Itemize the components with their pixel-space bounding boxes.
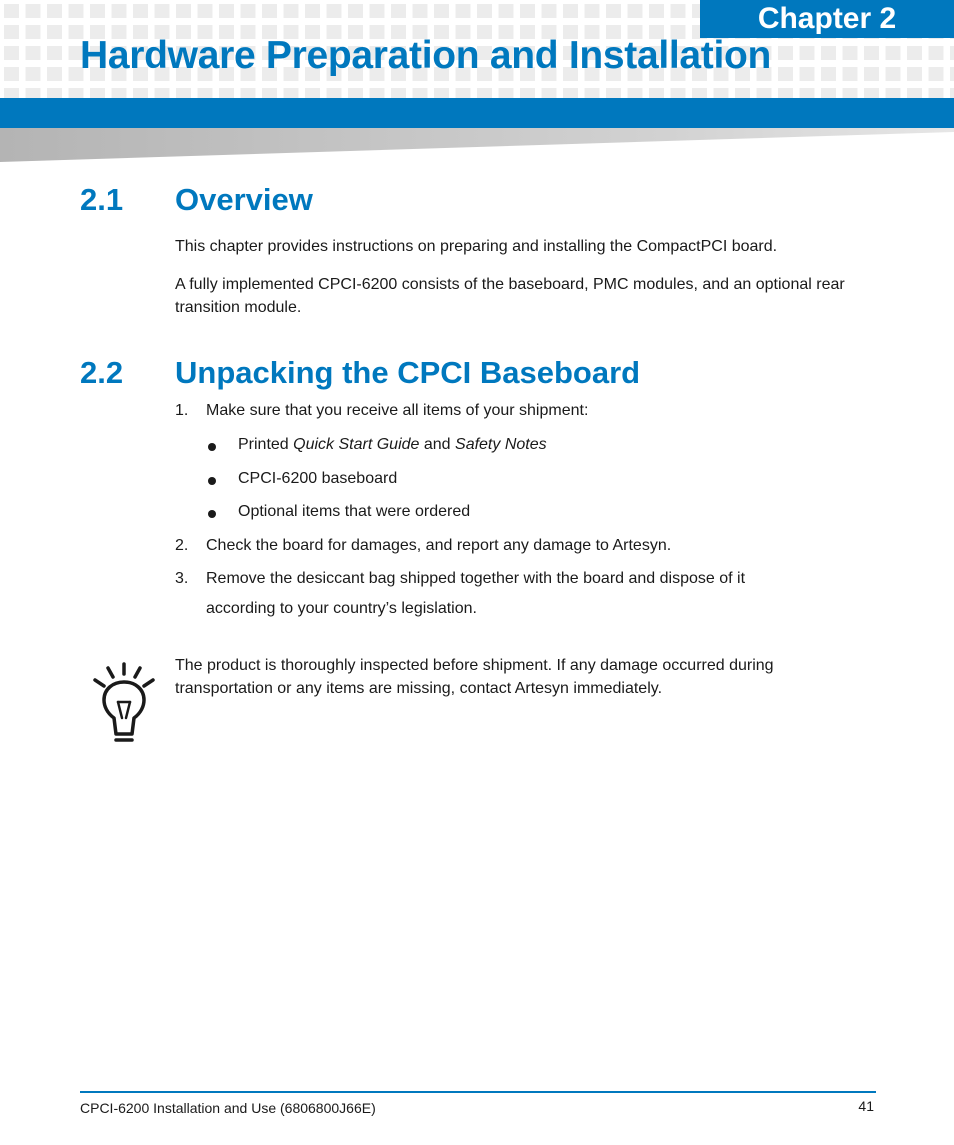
chapter-label: Chapter 2 <box>700 0 954 38</box>
header-blue-band <box>0 98 954 128</box>
section-title-overview: Overview <box>175 182 313 217</box>
bullet-dot-icon <box>208 510 216 518</box>
overview-paragraph-2: A fully implemented CPCI-6200 consists of the baseboard, PMC modules, and an optional rear transition module. <box>175 276 845 316</box>
bullet-item-baseboard: CPCI-6200 baseboard <box>238 470 398 487</box>
step-text: Make sure that you receive all items of your shipment: <box>206 402 589 419</box>
step-text: Remove the desiccant bag shipped together with the board and dispose of it according to your country’s legislation. <box>206 570 746 617</box>
footer-page-number: 41 <box>858 1098 874 1114</box>
bullet-dot-icon <box>208 443 216 451</box>
footer-doc-title: CPCI-6200 Installation and Use (6806800J66E) <box>80 1100 376 1116</box>
step-number: 3. <box>175 570 189 587</box>
step-text: Check the board for damages, and report any damage to Artesyn. <box>206 537 672 554</box>
lightbulb-icon <box>92 662 156 746</box>
section-number-2-1: 2.1 <box>80 182 124 217</box>
footer-rule <box>80 1091 876 1093</box>
header-gray-swoosh <box>0 128 954 164</box>
bullet-dot-icon <box>208 477 216 485</box>
note-text: The product is thoroughly inspected before shipment. If any damage occurred during transportation or any items are missing, contact Artesyn immediately. <box>175 657 774 697</box>
bullet-item-optional: Optional items that were ordered <box>238 503 471 520</box>
bullet-item-printed-docs: Printed Quick Start Guide and Safety Notes <box>238 436 547 453</box>
step-number: 1. <box>175 402 189 419</box>
overview-paragraph-1: This chapter provides instructions on preparing and installing the CompactPCI board. <box>175 238 778 255</box>
page-title: Hardware Preparation and Installation <box>80 34 772 77</box>
section-title-unpacking: Unpacking the CPCI Baseboard <box>175 355 641 390</box>
section-number-2-2: 2.2 <box>80 355 124 390</box>
step-number: 2. <box>175 537 189 554</box>
